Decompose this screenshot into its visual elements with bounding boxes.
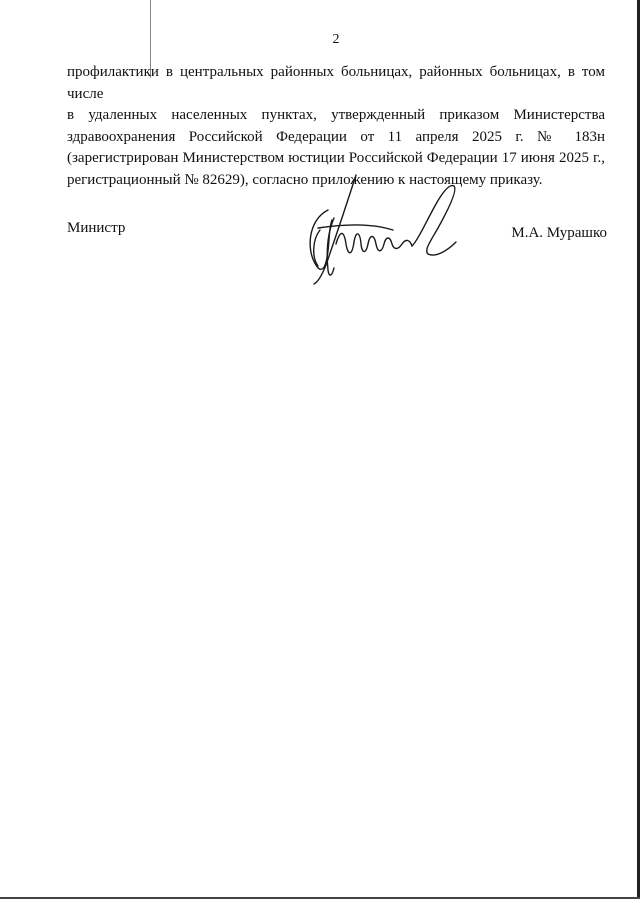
body-line: (зарегистрирован Министерством юстиции Российской Федерации 17 июня 2025 г., — [67, 150, 605, 166]
body-line: профилактики в центральных районных больницах, районных больницах, в том числе — [67, 64, 605, 102]
body-line: здравоохранения Российской Федерации от 11 апреля 2025 г. № 183н — [67, 128, 605, 145]
body-line: регистрационный № 82629), согласно приложению к настоящему приказу. — [67, 171, 543, 188]
signer-name: М.А. Мурашко — [511, 225, 607, 241]
page-number: 2 — [332, 32, 340, 47]
handwritten-signature — [298, 170, 468, 290]
signer-title: Министр — [67, 220, 126, 236]
body-line: в удаленных населенных пунктах, утвержденный приказом Министерства — [67, 107, 605, 123]
